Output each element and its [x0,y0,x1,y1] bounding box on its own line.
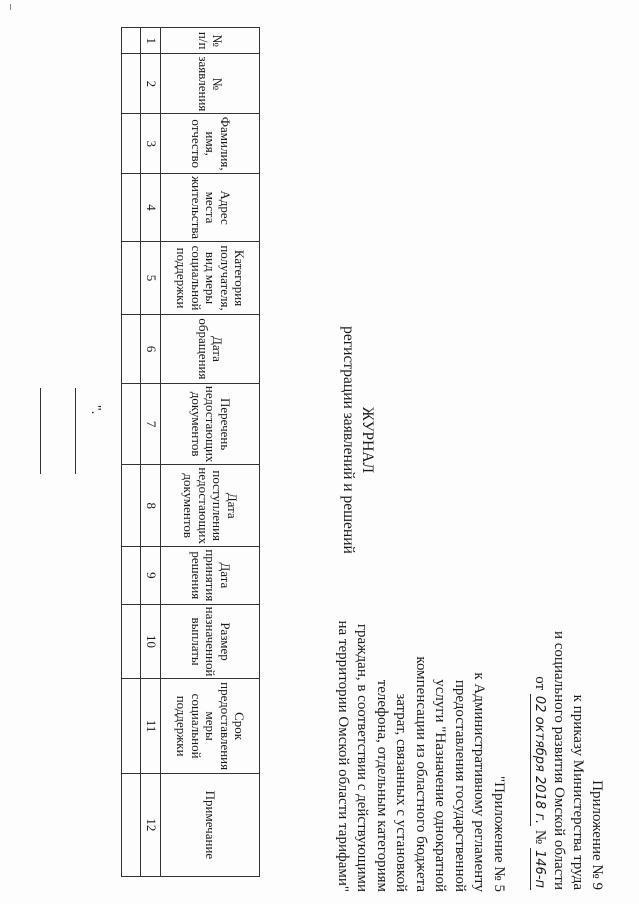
empty-cell[interactable] [122,114,141,174]
column-number-cell: 10 [141,604,161,679]
column-number-cell: 4 [141,174,161,242]
column-number-cell: 7 [141,383,161,465]
date-prefix: от [532,676,548,691]
header-cell: Фамилия, имя, отчество [161,114,260,174]
column-number-cell: 8 [141,465,161,547]
column-number-cell: 9 [141,546,161,604]
reglament-line-6: затрат, связанных с установкой [393,693,410,892]
appendix-ministry-line: к приказу Министерства труда [570,694,586,890]
signature-line [40,388,41,474]
header-cell: Дата принятия решения [161,546,260,604]
closing-quote: ". [88,405,103,415]
reglament-line-2: к Административному регламенту [471,672,488,892]
signature-line [75,388,76,474]
empty-cell[interactable] [122,242,141,315]
journal-title [339,300,377,580]
column-number-cell: 6 [141,315,161,384]
column-number-cell: 5 [141,242,161,315]
column-number-cell: 1 [141,28,161,54]
reglament-line-5: компенсации из областного бюджета [413,656,429,892]
reglament-line-7: телефона, отдельным категориям [374,679,390,892]
header-cell: Примечание [161,773,260,876]
handwritten-order-number: 146-п [532,849,547,888]
empty-cell[interactable] [122,773,141,876]
edge-mark [10,4,11,10]
header-cell: Размер назначенной выплаты [161,604,260,679]
table-row [122,28,141,877]
reglament-line-8: граждан, в соответствии с действующими [354,623,371,892]
header-cell: Дата поступления недостающих документов [161,465,260,547]
empty-cell[interactable] [122,546,141,604]
empty-cell[interactable] [122,604,141,679]
journal-subheading: регистрации заявлений и решений [340,326,357,554]
reglament-appendix-block [333,548,509,892]
header-cell: Перечень недостающих документов [161,383,260,465]
column-number-cell: 12 [141,773,161,876]
registration-table [121,27,260,877]
empty-cell[interactable] [122,54,141,114]
reglament-line-4: услуги "Назначение однократной [432,679,449,892]
handwritten-date: 02 октября 2018 г. [532,695,547,825]
empty-cell[interactable] [122,174,141,242]
order-appendix-block [530,568,606,890]
number-prefix: № [532,829,548,845]
header-cell: Категория получателя, вид меры социальной поддержки [161,242,260,315]
header-cell: Срок предоставления меры социальной поддержки [161,679,260,773]
header-cell: № п/п [161,28,260,54]
header-cell: № заявления [161,54,260,114]
empty-cell[interactable] [122,383,141,465]
appendix-region-line: и социального развития Омской области [551,630,567,890]
column-number-cell: 3 [141,114,161,174]
appendix-number: Приложение № 9 [589,780,605,890]
table-header-row [161,28,260,877]
empty-cell[interactable] [122,28,141,54]
table-column-number-row [141,28,161,877]
empty-cell[interactable] [122,465,141,547]
empty-cell[interactable] [122,315,141,384]
reglament-line-3: предоставления государственной [452,679,468,892]
reglament-line-9: на территории Омской области тарифами" [335,620,351,892]
column-number-cell: 11 [141,679,161,773]
empty-cell[interactable] [122,679,141,773]
reglament-line-1: "Приложение № 5 [491,776,507,892]
header-cell: Дата обращения [161,315,260,384]
header-cell: Адрес места жительства [161,174,260,242]
column-number-cell: 2 [141,54,161,114]
journal-heading: ЖУРНАЛ [359,406,376,474]
order-date-line [530,568,549,890]
